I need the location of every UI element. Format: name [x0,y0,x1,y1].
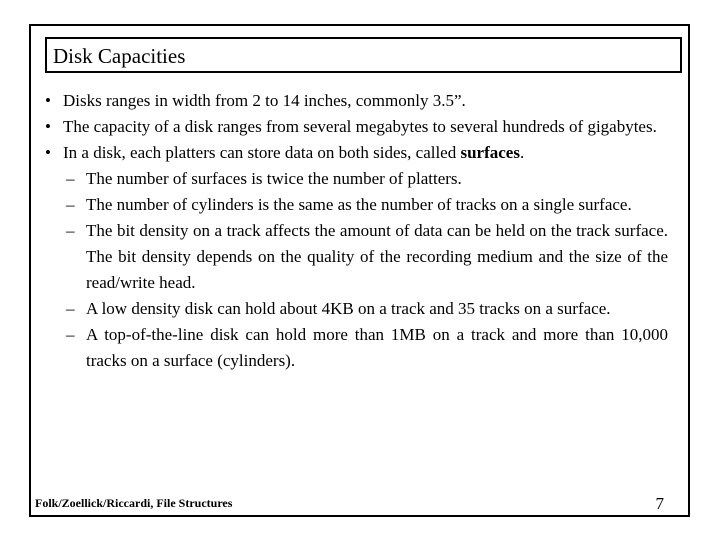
bullet-text: Disks ranges in width from 2 to 14 inches, commonly 3.5”. [63,91,466,110]
sub-item-text: A low density disk can hold about 4KB on a track and 35 tracks on a surface. [86,299,611,318]
bullet-text: The capacity of a disk ranges from several megabytes to several hundreds of gigabytes. [63,117,657,136]
bullet-marker: • [45,143,51,162]
sub-item [45,166,668,192]
bullet-marker: • [45,91,51,110]
bullet-item [45,114,668,140]
sub-item-text: The number of cylinders is the same as the number of tracks on a single surface. [86,195,632,214]
bullet-bold-term: surfaces [460,143,520,162]
dash-marker: – [66,195,75,214]
slide-frame [29,24,690,517]
sub-item [45,322,668,374]
bullet-item [45,140,668,166]
slide-body [45,88,668,374]
sub-item-text: The bit density on a track affects the amount of data can be held on the track surface. The bit density depends on the quality of the recording medium and the size of the read/write head. [86,221,668,292]
title-box [45,37,682,73]
slide-title: Disk Capacities [53,44,186,68]
dash-marker: – [66,221,75,240]
page-number: 7 [655,494,664,513]
bullet-marker: • [45,117,51,136]
sub-item [45,296,668,322]
sub-item [45,192,668,218]
dash-marker: – [66,299,75,318]
bullet-text: In a disk, each platters can store data on both sides, called [63,143,461,162]
sub-item-text: The number of surfaces is twice the number of platters. [86,169,462,188]
sub-item-text: A top-of-the-line disk can hold more than 1MB on a track and more than 10,000 tracks on a surface (cylinders). [86,325,668,370]
sub-item [45,218,668,296]
footer-citation: Folk/Zoellick/Riccardi, File Structures [35,496,233,510]
bullet-text-end: . [519,143,525,162]
dash-marker: – [66,325,75,344]
dash-marker: – [66,169,75,188]
bullet-item [45,88,668,114]
